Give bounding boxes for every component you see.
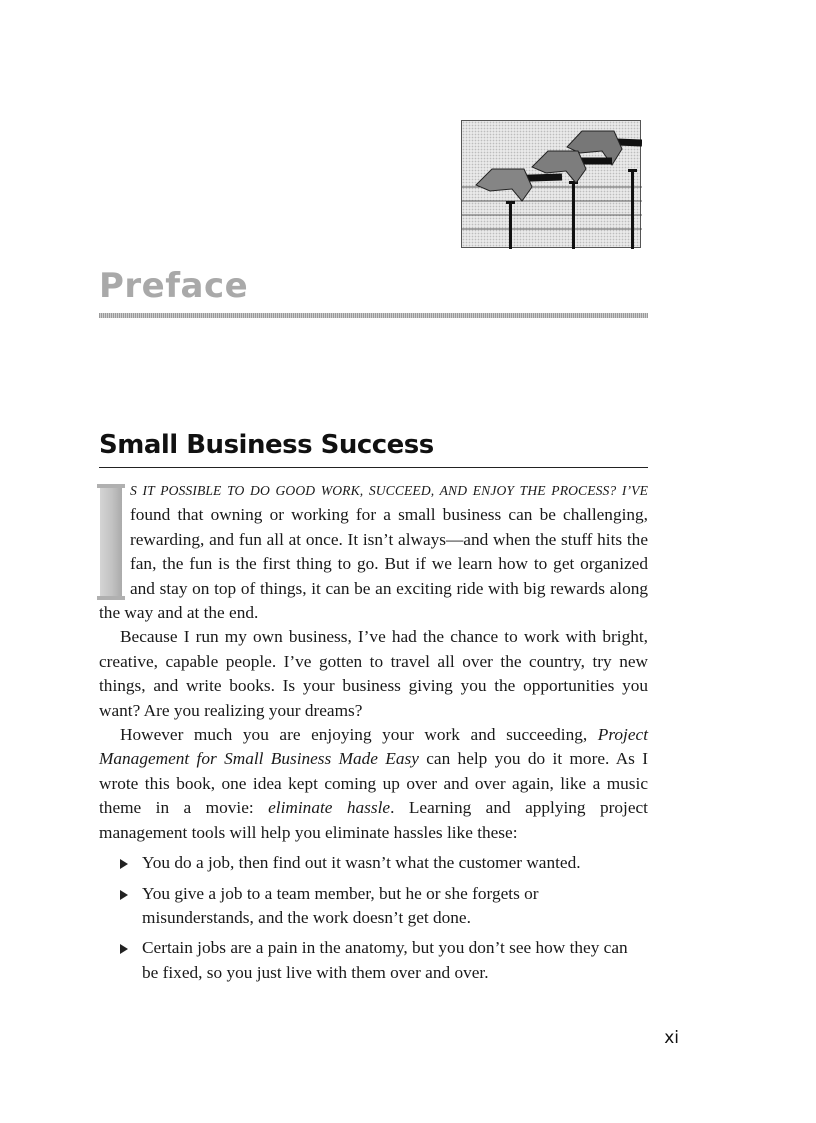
triangle-bullet-icon xyxy=(120,944,128,954)
chapter-title-rule xyxy=(99,313,648,318)
theme-phrase: eliminate hassle xyxy=(268,798,391,818)
triangle-bullet-icon xyxy=(120,859,128,869)
list-item: You give a job to a team member, but he or she forgets or misunderstands, and the work doesn’t get done. xyxy=(142,882,648,931)
book-title: Project Management for Small Business Made Easy xyxy=(99,725,648,769)
page-number: xi xyxy=(664,1028,679,1048)
section-title-rule xyxy=(99,467,648,468)
list-item: You do a job, then find out it wasn’t what the customer wanted. xyxy=(142,851,648,875)
hammers xyxy=(476,131,642,201)
drop-cap-letter xyxy=(100,484,122,600)
paragraph: However much you are enjoying your work and succeeding, Project Management for Small Business Made Easy can help you do it more. As I wrote this book, one idea kept coming up over and over again, like a music theme in a movie: eliminate hassle. Learning and applying project management tools will help you eliminate hassles like these: xyxy=(99,725,648,842)
list-item: Certain jobs are a pain in the anatomy, but you don’t see how they can be fixed, so you just live with them over and over. xyxy=(142,936,648,985)
opening-text: found that owning or working for a small business can be challenging, rewarding, and fun all at once. It isn’t always—and when the stuff hits the fan, the fun is the first thing to go. But if we learn how to get organized and stay on top of things, it can be an exciting ride with big rewards along the way and at the end. xyxy=(99,505,648,623)
triangle-bullet-icon xyxy=(120,890,128,900)
chapter-illustration xyxy=(461,120,641,248)
paragraph: Because I run my own business, I’ve had the chance to work with bright, creative, capable people. I’ve gotten to travel all over the country, try new things, and write books. Is your business giving you the opportunities you want? Are you realizing your dreams? xyxy=(99,627,648,720)
section-title: Small Business Success xyxy=(99,430,434,460)
hammers-and-nails-icon xyxy=(462,121,642,249)
opening-paragraph xyxy=(99,478,648,625)
opening-lead-in: S IT POSSIBLE TO DO GOOD WORK, SUCCEED, AND ENJOY THE PROCESS? I’VE xyxy=(130,483,648,498)
guide-lines xyxy=(462,187,642,229)
hassle-list xyxy=(99,851,648,985)
chapter-title: Preface xyxy=(99,266,249,306)
body-text xyxy=(99,478,648,991)
